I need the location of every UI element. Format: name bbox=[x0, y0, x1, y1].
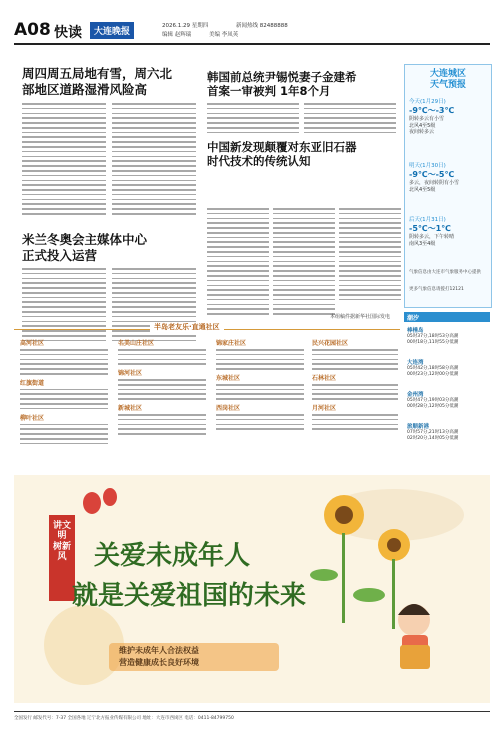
tide-place: 旅顺新港 bbox=[407, 424, 430, 430]
section-name: 快读 bbox=[54, 25, 82, 41]
editor-credit: 编辑 赵辉瑞 bbox=[162, 32, 192, 38]
weather-desc: 阴转多云，下午转晴 南风3至4级 bbox=[409, 234, 455, 247]
weather-date: 明天(1月30日) bbox=[409, 163, 446, 169]
ad-slogan-2: 营造健康成长良好环境 bbox=[119, 658, 199, 667]
community-title: 东城社区 bbox=[216, 374, 241, 382]
community-col bbox=[20, 338, 110, 448]
weather-temp: -9℃～-5℃ bbox=[409, 170, 455, 179]
china-body-col3 bbox=[339, 208, 401, 304]
korea-body-col2 bbox=[304, 103, 396, 136]
milan-headline: 米兰冬奥会主媒体中心 正式投入运营 bbox=[22, 232, 148, 263]
snow-body bbox=[22, 103, 106, 218]
community-title: 石林社区 bbox=[312, 374, 337, 382]
paper-logo: 大连晚报 bbox=[90, 22, 134, 39]
community-title: 民兴花园社区 bbox=[312, 340, 349, 347]
weather-date: 后天(1月31日) bbox=[409, 217, 446, 223]
community-title: 高河社区 bbox=[20, 340, 45, 347]
weather-day-3 bbox=[409, 215, 487, 247]
source-note: 本组稿件据新华社国际发电 bbox=[330, 314, 391, 320]
weather-temp: -5℃～1℃ bbox=[409, 224, 451, 233]
weather-day-1 bbox=[409, 97, 487, 136]
issue-date: 2026.1.29 星期四 bbox=[162, 23, 209, 29]
tide-place: 金州湾 bbox=[407, 392, 424, 398]
community-col bbox=[312, 338, 400, 433]
tide-times: 05时37分,18时53分高潮 00时18分,11时55分低潮 bbox=[407, 334, 459, 346]
community-title: 新城社区 bbox=[118, 405, 143, 413]
masthead bbox=[14, 20, 490, 50]
ad-slogan-1: 维护未成年人合法权益 bbox=[119, 646, 199, 655]
community-title: 红旗街道 bbox=[20, 379, 45, 387]
snow-headline: 周四周五局地有雪，周六北 部地区道路湿滑风险高 bbox=[22, 66, 173, 97]
tide-panel bbox=[404, 322, 490, 468]
community-title: 月河社区 bbox=[312, 405, 337, 413]
page-number: A08 bbox=[14, 20, 51, 40]
milan-body bbox=[22, 268, 106, 345]
community-banner: 半岛老友乐·直通社区 bbox=[150, 322, 224, 332]
weather-day-2 bbox=[409, 161, 487, 193]
footer-text: 全国发行 邮发代号：7-37 全国各地 辽宁北方报业传媒有限公司 地址：大连市西岗区 电话：0411-84799750 bbox=[14, 716, 234, 721]
snow-body-col2 bbox=[112, 103, 196, 218]
community-title: 名美山庄社区 bbox=[118, 340, 155, 347]
tide-place: 棒棰岛 bbox=[407, 328, 424, 334]
tide-item bbox=[407, 358, 489, 378]
community-col bbox=[118, 338, 208, 438]
weather-desc: 多云，夜间转阴有小雪 北风4至5级 bbox=[409, 180, 460, 193]
community-title: 西岗社区 bbox=[216, 405, 241, 413]
community-title: 锦河社区 bbox=[118, 370, 143, 378]
tide-item bbox=[407, 326, 489, 346]
weather-hotline: 更多气象信息请拨打12121 bbox=[409, 287, 464, 292]
designer-credit: 美编 李凤英 bbox=[209, 32, 239, 38]
weather-temp: -9℃～-3℃ bbox=[409, 106, 455, 115]
masthead-rule bbox=[14, 43, 490, 45]
milan-body-col2 bbox=[112, 268, 196, 345]
community-title: 柳叶社区 bbox=[20, 414, 45, 422]
weather-provider: 气象信息由大连市气象服务中心提供 bbox=[409, 270, 481, 275]
china-headline: 中国新发现颠覆对东亚旧石器 时代技术的传统认知 bbox=[207, 140, 357, 169]
weather-title: 大连城区 天气预报 bbox=[429, 69, 466, 91]
china-body-col2 bbox=[273, 208, 335, 318]
ad-side-text: 讲文明 树新风 bbox=[53, 521, 72, 563]
weather-date: 今天(1月29日) bbox=[409, 99, 446, 105]
ad-headline-1: 关爱未成年人 bbox=[94, 541, 251, 571]
korea-headline: 韩国前总统尹锡悦妻子金建希 首案一审被判 1年8个月 bbox=[207, 70, 357, 99]
community-title: 锦家庄社区 bbox=[216, 340, 247, 347]
tide-item bbox=[407, 422, 489, 442]
community-col bbox=[216, 338, 306, 433]
china-body bbox=[207, 208, 269, 318]
tide-place: 大连湾 bbox=[407, 360, 424, 366]
public-service-ad bbox=[14, 475, 490, 703]
footer-rule bbox=[14, 711, 490, 712]
tide-times: 05时42分,18时58分高潮 00时23分,12时00分低潮 bbox=[407, 366, 459, 378]
tide-times: 07时57分,21时13分高潮 02时20分,14时05分低潮 bbox=[407, 430, 459, 442]
tide-item bbox=[407, 390, 489, 410]
tide-header: 潮汐 bbox=[404, 312, 490, 323]
weather-panel bbox=[404, 64, 492, 308]
tide-times: 05时47分,19时03分高潮 00时28分,12时05分低潮 bbox=[407, 398, 459, 410]
korea-body bbox=[207, 103, 299, 136]
news-hotline: 新闻热线 82488888 bbox=[236, 23, 288, 29]
weather-desc: 阴转多云有小雪 北风4至5级 夜间转多云 bbox=[409, 116, 445, 135]
ad-headline-2: 就是关爱祖国的未来 bbox=[72, 581, 307, 611]
